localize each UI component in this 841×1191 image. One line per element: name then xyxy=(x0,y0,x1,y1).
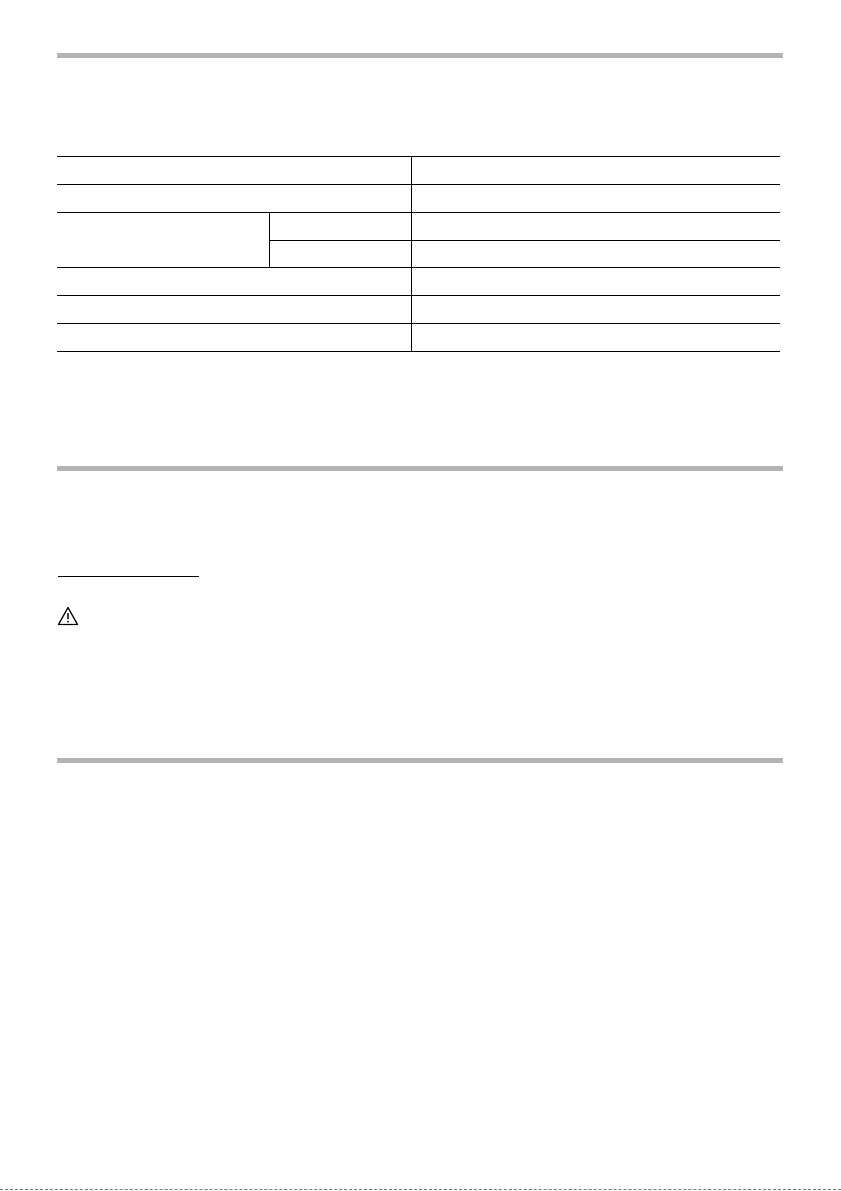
table-rule xyxy=(57,295,780,296)
table-rule xyxy=(57,351,780,352)
table-rule xyxy=(57,212,780,213)
table-rule xyxy=(57,323,780,324)
table-rule xyxy=(57,156,780,157)
spec-table xyxy=(57,156,780,352)
warning-triangle-icon xyxy=(57,606,79,626)
table-rule xyxy=(57,184,780,185)
table-column-divider xyxy=(411,156,412,352)
section-divider-bottom xyxy=(57,758,783,763)
section-subheading xyxy=(58,556,199,577)
section-divider-top xyxy=(57,53,783,58)
table-rule xyxy=(57,267,780,268)
table-rule xyxy=(269,240,780,241)
section-divider-middle xyxy=(57,466,783,471)
table-column-divider xyxy=(269,212,270,268)
